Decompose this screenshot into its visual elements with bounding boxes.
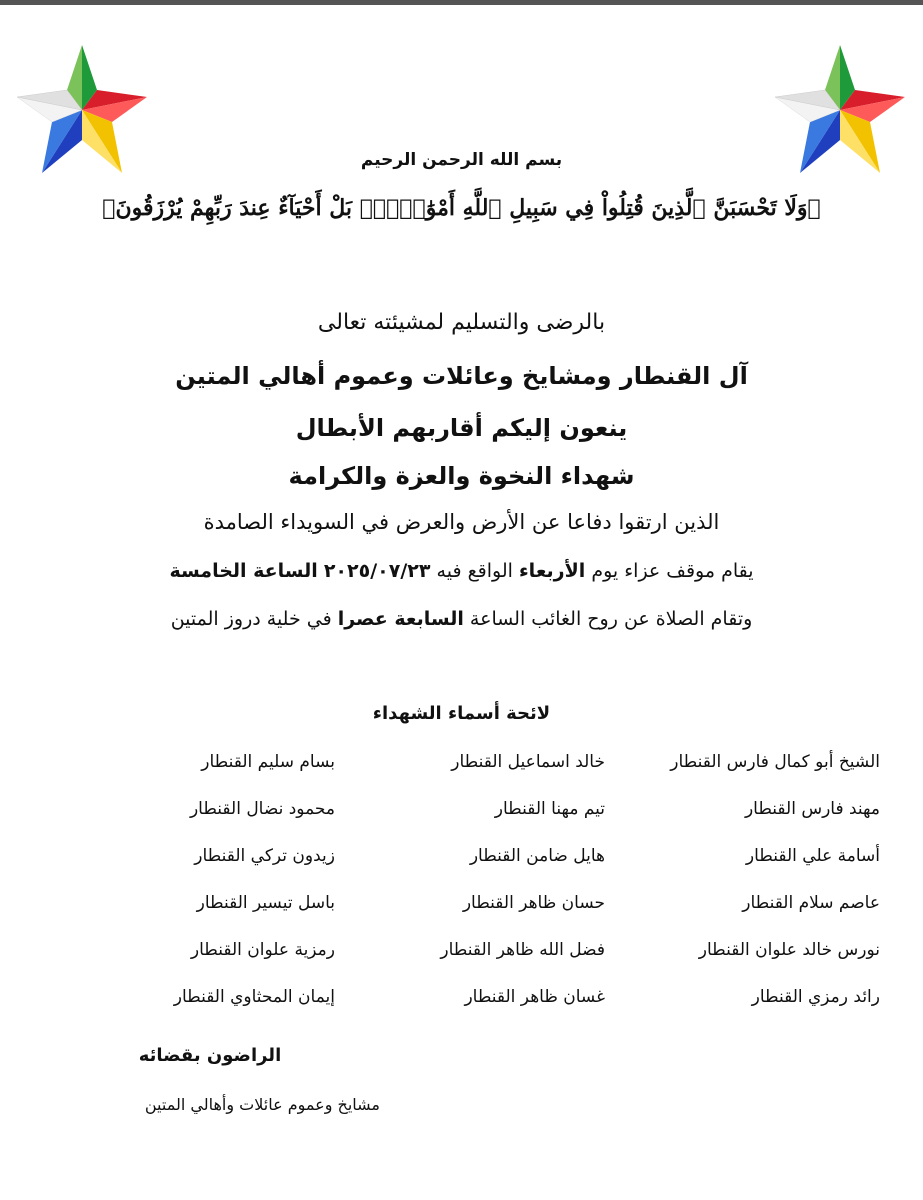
martyr-name: أسامة علي القنطار xyxy=(745,846,880,866)
martyrs-names-list xyxy=(100,745,880,1015)
martyrs-title: شهداء النخوة والعزة والكرامة xyxy=(288,462,635,490)
martyr-name: تيم مهنا القنطار xyxy=(494,799,605,819)
martyr-name: مهند فارس القنطار xyxy=(744,799,880,819)
announce-line: ينعون إليكم أقاربهم الأبطال xyxy=(295,414,628,442)
basmala: بسم الله الرحمن الرحيم xyxy=(360,150,563,170)
martyr-name: بسام سليم القنطار xyxy=(201,752,335,772)
signature-line: مشايخ وعموم عائلات وأهالي المتين xyxy=(144,1095,380,1114)
who-died-line: الذين ارتقوا دفاعا عن الأرض والعرض في السويداء الصامدة xyxy=(203,510,720,534)
condolence-time: الساعة الخامسة xyxy=(169,560,318,582)
martyr-name: الشيخ أبو كمال فارس القنطار xyxy=(670,752,880,772)
martyr-name: محمود نضال القنطار xyxy=(189,799,335,819)
condolence-prefix: يقام موقف عزاء يوم xyxy=(585,560,754,582)
martyr-name: غسان ظاهر القنطار xyxy=(464,987,605,1007)
martyr-name: إيمان المحثاوي القنطار xyxy=(173,987,335,1007)
top-border xyxy=(0,0,923,5)
martyr-name: فضل الله ظاهر القنطار xyxy=(440,940,605,960)
martyr-name: باسل تيسير القنطار xyxy=(196,893,335,913)
martyr-name: عاصم سلام القنطار xyxy=(742,893,880,913)
quran-verse: ﴿وَلَا تَحْسَبَنَّ ٱلَّذِينَ قُتِلُواْ فِي سَبِيلِ ٱللَّهِ أَمْوَٰتَۢاۚ بَلْ أَحْيَآءٌ عِندَ رَبِّهِمْ يُرْزَقُونَ﴾ xyxy=(102,195,821,221)
signature-title: الراضون بقضائه xyxy=(138,1045,282,1066)
condolence-line xyxy=(0,560,923,582)
martyr-name: رائد رمزي القنطار xyxy=(751,987,880,1007)
martyr-name: هايل ضامن القنطار xyxy=(469,846,605,866)
martyr-name: حسان ظاهر القنطار xyxy=(462,893,605,913)
condolence-date: ٢٠٢٥/٠٧/٢٣ xyxy=(323,560,431,582)
prayer-line xyxy=(0,608,923,630)
condolence-middle: الواقع فيه xyxy=(430,560,519,582)
prayer-prefix: وتقام الصلاة عن روح الغائب الساعة xyxy=(463,608,753,630)
prayer-time: السابعة عصرا xyxy=(337,608,464,630)
intro-line: بالرضى والتسليم لمشيئته تعالى xyxy=(317,310,606,335)
martyrs-list-title: لائحة أسماء الشهداء xyxy=(372,703,551,724)
prayer-suffix: في خلية دروز المتين xyxy=(170,608,338,630)
martyr-name: زيدون تركي القنطار xyxy=(194,846,335,866)
martyr-name: رمزية علوان القنطار xyxy=(190,940,335,960)
martyr-name: خالد اسماعيل القنطار xyxy=(451,752,605,772)
families-line: آل القنطار ومشايخ وعائلات وعموم أهالي المتين xyxy=(175,362,748,390)
martyr-name: نورس خالد علوان القنطار xyxy=(698,940,880,960)
condolence-day: الأربعاء xyxy=(518,560,586,582)
